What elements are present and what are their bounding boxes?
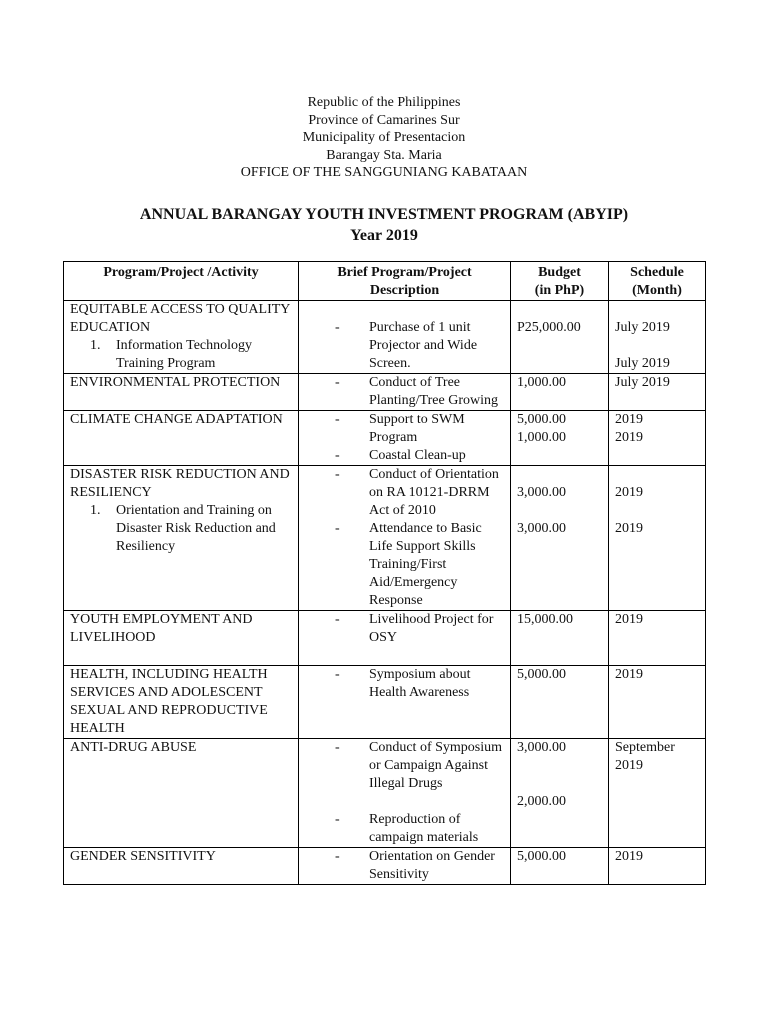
description-item [305,739,504,793]
description-text: Livelihood Project for OSY [369,612,494,645]
column-header-budget-line: Budget [538,265,581,280]
dash-bullet: - [335,521,340,536]
program-title: ANTI-DRUG ABUSE [70,740,197,755]
dash-bullet: - [335,320,340,335]
schedule-value: July 2019 [615,356,670,371]
title-line-program: ANNUAL BARANGAY YOUTH INVESTMENT PROGRAM (ABYIP) [139,206,629,223]
header-line-barangay: Barangay Sta. Maria [326,147,442,163]
column-header-program [64,262,299,301]
budget-cell [511,374,609,411]
description-item [305,411,504,447]
column-header-description-line: Description [369,283,440,298]
schedule-value: 2019 [615,849,643,864]
description-item [305,811,504,847]
description-text: Attendance to Basic Life Support Skills Training/First Aid/Emergency Response [369,521,482,608]
title-line-year: Year 2019 [350,227,418,244]
dash-bullet: - [335,667,340,682]
budget-value: P25,000.00 [517,320,581,335]
program-cell [64,666,299,739]
description-text: Coastal Clean-up [369,448,466,463]
header-line-province: Province of Camarines Sur [308,112,460,128]
description-cell [299,848,511,885]
description-cell [299,466,511,611]
schedule-value: 2019 [615,612,643,627]
schedule-value: July 2019 [615,375,670,390]
program-title: CLIMATE CHANGE ADAPTATION [70,412,283,427]
schedule-cell [609,374,706,411]
description-text: Conduct of Orientation on RA 10121-DRRM Act of 2010 [369,467,499,518]
description-text: Purchase of 1 unit Projector and Wide Screen. [369,320,478,371]
budget-value: 5,000.00 [517,412,566,427]
column-header-schedule [609,262,706,301]
schedule-value: July 2019 [615,320,670,335]
description-cell [299,739,511,848]
program-cell [64,611,299,666]
budget-value: 1,000.00 [517,430,566,445]
dash-bullet: - [335,412,340,427]
header-line-country: Republic of the Philippines [307,95,461,110]
sub-activity-number: 1. [90,338,101,353]
program-title: DISASTER RISK REDUCTION AND RESILIENCY [70,467,290,500]
budget-value: 1,000.00 [517,375,566,390]
table-row [64,466,706,611]
budget-cell [511,666,609,739]
schedule-value: 2019 [615,412,643,427]
table-row [64,411,706,466]
column-header-description [299,262,511,301]
budget-value: 5,000.00 [517,667,566,682]
budget-cell [511,301,609,374]
document-title [0,204,768,246]
budget-cell [511,611,609,666]
program-title: EQUITABLE ACCESS TO QUALITY EDUCATION [70,302,290,335]
schedule-value: September 2019 [615,740,675,773]
description-cell [299,301,511,374]
dash-bullet: - [335,375,340,390]
budget-cell [511,848,609,885]
description-cell [299,411,511,466]
table-row [64,611,706,666]
schedule-value: 2019 [615,485,643,500]
document-header [0,94,768,182]
program-title: GENDER SENSITIVITY [70,849,216,864]
dash-bullet: - [335,740,340,755]
description-text: Orientation on Gender Sensitivity [369,849,495,882]
budget-value: 3,000.00 [517,740,566,755]
description-text: Symposium about Health Awareness [369,667,471,700]
budget-cell [511,411,609,466]
program-cell [64,739,299,848]
program-title: ENVIRONMENTAL PROTECTION [70,375,281,390]
dash-bullet: - [335,812,340,827]
description-cell [299,374,511,411]
sub-activity-text: Information Technology Training Program [116,338,253,371]
schedule-cell [609,466,706,611]
program-title: HEALTH, INCLUDING HEALTH SERVICES AND ADOLESCENT SEXUAL AND REPRODUCTIVE HEALTH [70,667,268,736]
abyip-table [63,261,706,885]
column-header-budget [511,262,609,301]
schedule-cell [609,301,706,374]
budget-value: 2,000.00 [517,794,566,809]
schedule-cell [609,411,706,466]
budget-cell [511,739,609,848]
schedule-value: 2019 [615,667,643,682]
program-cell [64,411,299,466]
schedule-cell [609,611,706,666]
program-cell [64,466,299,611]
description-item [305,520,504,610]
column-header-schedule-line: (Month) [632,283,682,298]
program-title: YOUTH EMPLOYMENT AND LIVELIHOOD [70,612,253,645]
budget-cell [511,466,609,611]
budget-value: 5,000.00 [517,849,566,864]
header-line-office: OFFICE OF THE SANGGUNIANG KABATAAN [240,165,528,180]
budget-value: 15,000.00 [517,612,573,627]
description-cell [299,611,511,666]
table-row [64,301,706,374]
program-cell [64,848,299,885]
column-header-program-line: Program/Project /Activity [103,265,259,280]
table-row [64,739,706,848]
table-header-row [64,262,706,301]
description-item [305,447,504,465]
sub-activity [70,337,292,373]
sub-activity-number: 1. [90,503,101,518]
description-text: Conduct of Symposium or Campaign Against Illegal Drugs [369,740,503,791]
sub-activity-text: Orientation and Training on Disaster Risk Reduction and Resiliency [116,503,276,554]
schedule-cell [609,739,706,848]
description-text: Reproduction of campaign materials [369,812,479,845]
description-item [305,374,504,410]
description-item [305,319,504,373]
table-row [64,666,706,739]
description-item [305,666,504,702]
program-cell [64,301,299,374]
description-text: Conduct of Tree Planting/Tree Growing [369,375,498,408]
schedule-cell [609,848,706,885]
description-item [305,466,504,520]
column-header-schedule-line: Schedule [630,265,684,280]
header-line-municipality: Municipality of Presentacion [302,130,466,145]
dash-bullet: - [335,448,340,463]
description-item [305,611,504,647]
schedule-cell [609,666,706,739]
description-cell [299,666,511,739]
description-item [305,848,504,884]
description-text: Support to SWM Program [369,412,465,445]
table-row [64,848,706,885]
column-header-description-line: Brief Program/Project [337,265,472,280]
column-header-budget-line: (in PhP) [534,283,585,298]
budget-value: 3,000.00 [517,485,566,500]
budget-value: 3,000.00 [517,521,566,536]
schedule-value: 2019 [615,521,643,536]
dash-bullet: - [335,612,340,627]
schedule-value: 2019 [615,430,643,445]
table-row [64,374,706,411]
sub-activity [70,502,292,556]
program-cell [64,374,299,411]
dash-bullet: - [335,467,340,482]
dash-bullet: - [335,849,340,864]
